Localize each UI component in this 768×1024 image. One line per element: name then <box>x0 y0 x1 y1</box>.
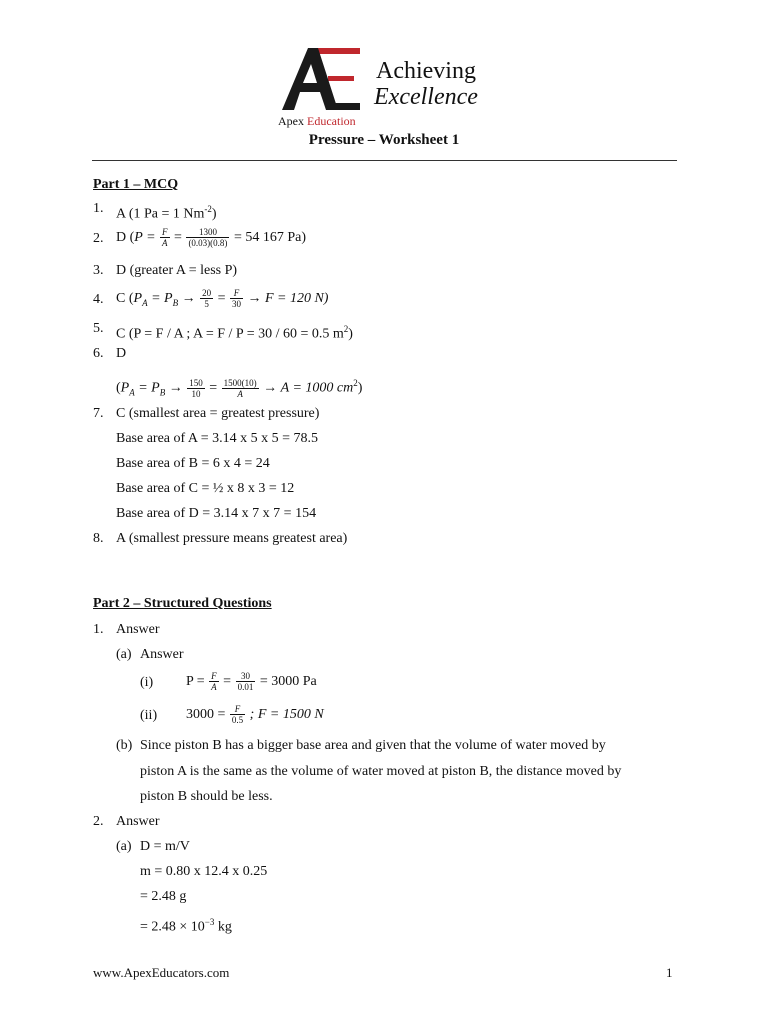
mcq-3-text: D (greater A = less P) <box>116 263 238 278</box>
logo-text-excellence: Excellence <box>374 84 478 110</box>
sq1b-label: (b) <box>116 738 133 753</box>
mcq-6-formula: ($P_A = P_B$ → $\frac{150}{10}$ = $\frac{1500(10)}{A}$ → A = 1000 $cm^2$) <box>116 377 363 399</box>
mcq-6-num: 6. <box>93 346 104 361</box>
logo-org-name <box>278 114 356 128</box>
footer-page-number: 1 <box>666 965 673 980</box>
sq1b-line: piston A is the same as the volume of water moved at piston B, the distance moved by <box>140 764 622 779</box>
page-title: Pressure – Worksheet 1 <box>308 132 460 148</box>
mcq-1-text: A (1 Pa = 1 $Nm^{-2}$) <box>116 204 217 222</box>
sq2a-line: m = 0.80 x 12.4 x 0.25 <box>140 864 268 879</box>
footer-website[interactable]: www.ApexEducators.com <box>93 965 230 980</box>
logo-red-bar-mid <box>328 76 354 81</box>
mcq-3-num: 3. <box>93 263 104 278</box>
sq2a-label: (a) <box>116 839 132 854</box>
sq1-num: 1. <box>93 622 104 637</box>
mcq-7-line: Base area of C = ½ x 8 x 3 = 12 <box>116 481 295 496</box>
mcq-1-num: 1. <box>93 201 104 216</box>
sq2a-line: = 2.48 g <box>140 889 187 904</box>
sq1ai-formula: P = $\frac{F}{A}$ = $\frac{30}{0.01}$ = 3000 Pa <box>186 671 317 693</box>
logo-text-achieving: Achieving <box>376 58 476 84</box>
sq1b-line: piston B should be less. <box>140 789 273 804</box>
sq1aii-formula: 3000 = $\frac{F}{0.5}$ ; F = 1500 N <box>186 704 324 726</box>
sq1a-label: (a) <box>116 647 132 662</box>
sq1ai-label: (i) <box>140 675 154 690</box>
mcq-7-num: 7. <box>93 406 104 421</box>
mcq-8-text: A (smallest pressure means greatest area) <box>116 531 348 546</box>
part1-heading: Part 1 – MCQ <box>93 177 179 192</box>
mcq-7-line: Base area of B = 6 x 4 = 24 <box>116 456 270 471</box>
part2-heading: Part 2 – Structured Questions <box>93 596 272 611</box>
mcq-5-num: 5. <box>93 321 104 336</box>
mcq-7-line: Base area of A = 3.14 x 5 x 5 = 78.5 <box>116 431 319 446</box>
sq2a-text: D = m/V <box>140 839 190 854</box>
mcq-7-line: Base area of D = 3.14 x 7 x 7 = 154 <box>116 506 317 521</box>
logo-mark <box>278 46 368 112</box>
sq1b-line: Since piston B has a bigger base area and given that the volume of water moved by <box>140 738 606 753</box>
sq1a-text: Answer <box>140 647 184 662</box>
mcq-8-num: 8. <box>93 531 104 546</box>
sq2-text: Answer <box>116 814 160 829</box>
mcq-5-text: C (P = F / A ; A = F / P = 30 / 60 = 0.5 $m^2$) <box>116 324 353 342</box>
sq1aii-label: (ii) <box>140 708 158 723</box>
title-divider <box>92 160 677 161</box>
logo-letter-e-bar-bottom <box>330 103 360 110</box>
logo-red-bar-top <box>316 48 360 54</box>
logo <box>278 46 508 130</box>
mcq-7-text: C (smallest area = greatest pressure) <box>116 406 320 421</box>
logo-org-apex: Apex <box>278 114 304 128</box>
sq2-num: 2. <box>93 814 104 829</box>
mcq-2-num: 2. <box>93 231 104 246</box>
sq2a-line-last: = $2.48 \times 10^{-3}$ kg <box>140 917 232 935</box>
mcq-2-formula: D (P = $\frac{F}{A}$ = $\frac{1300}{(0.03)(0.8)}$ = 54 167 Pa) <box>116 227 307 249</box>
mcq-4-formula: C ($P_A = P_B$ → $\frac{20}{5}$ = $\frac{F}{30}$ → F = 120 N) <box>116 288 329 310</box>
logo-org-education: Education <box>307 114 356 128</box>
sq1-text: Answer <box>116 622 160 637</box>
mcq-4-num: 4. <box>93 292 104 307</box>
mcq-6-text: D <box>116 346 127 361</box>
